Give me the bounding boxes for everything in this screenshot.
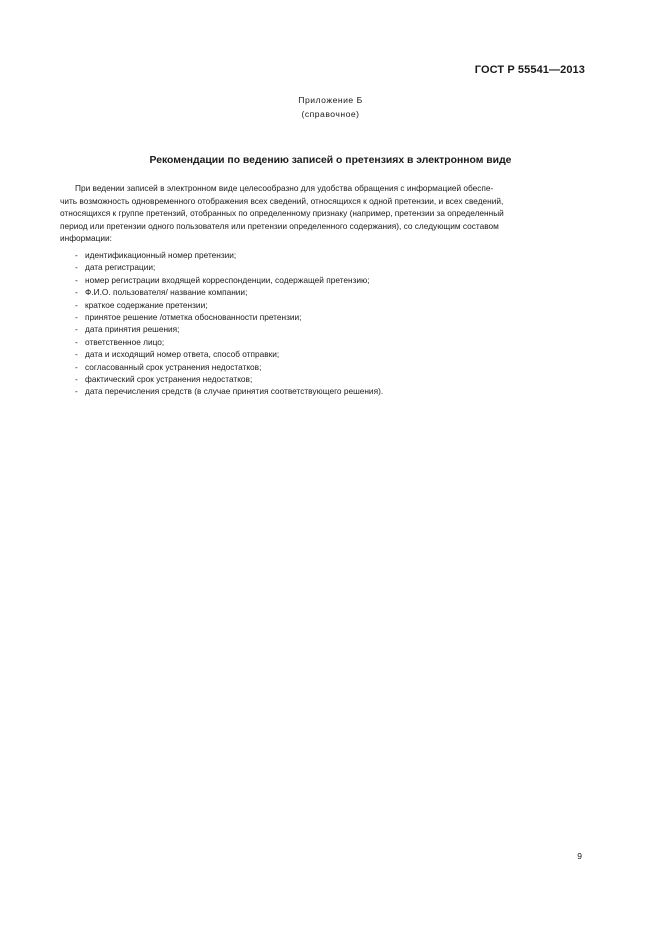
list-dash: -	[75, 349, 78, 360]
intro-line: период или претензии одного пользователя или претензии определенного содержания), со следующим составом	[60, 220, 499, 231]
list-item-text: краткое содержание претензии;	[85, 299, 208, 310]
list-item-text: номер регистрации входящей корреспонденции, содержащей претензию;	[85, 274, 370, 285]
list-item	[75, 249, 383, 261]
list-dash: -	[75, 287, 78, 298]
list-item	[75, 361, 383, 373]
information-list	[75, 249, 383, 398]
list-item	[75, 311, 383, 323]
list-item	[75, 299, 383, 311]
appendix-kind: (справочное)	[301, 109, 360, 119]
list-dash: -	[75, 386, 78, 397]
list-dash: -	[75, 262, 78, 273]
page-number: 9	[577, 851, 582, 861]
list-dash: -	[75, 299, 78, 310]
list-item-text: согласованный срок устранения недостатков;	[85, 361, 262, 372]
list-item	[75, 348, 383, 360]
list-item	[75, 373, 383, 385]
list-item-text: Ф.И.О. пользователя/ название компании;	[85, 287, 248, 298]
intro-line: относящихся к группе претензий, отобранных по определенному признаку (например, претензии за определенный	[60, 208, 504, 218]
list-item-text: дата и исходящий номер ответа, способ отправки;	[85, 349, 280, 360]
list-item	[75, 323, 383, 335]
list-dash: -	[75, 361, 78, 372]
list-item-text: ответственное лицо;	[85, 336, 165, 347]
document-code: ГОСТ Р 55541—2013	[474, 64, 585, 76]
list-dash: -	[75, 336, 78, 347]
list-item	[75, 385, 383, 397]
list-item	[75, 286, 383, 298]
list-item-text: идентификационный номер претензии;	[85, 250, 237, 260]
appendix-title: Приложение Б	[298, 95, 363, 105]
list-item-text: дата перечисления средств (в случае принятия соответствующего решения).	[85, 386, 384, 397]
list-dash: -	[75, 374, 78, 385]
list-item	[75, 261, 383, 273]
list-dash: -	[75, 324, 78, 335]
intro-line: При ведении записей в электронном виде целесообразно для удобства обращения с информацией обеспе-	[75, 183, 494, 193]
list-dash: -	[75, 274, 78, 285]
intro-line: информации:	[60, 233, 112, 243]
intro-line: чить возможность одновременного отображения всех сведений, относящихся к одной претензии, и всех сведений,	[60, 195, 504, 206]
section-title: Рекомендации по ведению записей о претензиях в электронном виде	[149, 155, 512, 166]
list-item-text: дата принятия решения;	[85, 324, 180, 335]
list-dash: -	[75, 250, 78, 260]
list-item-text: дата регистрации;	[85, 262, 156, 273]
intro-paragraph	[60, 182, 584, 245]
list-item	[75, 274, 383, 286]
list-item-text: фактический срок устранения недостатков;	[85, 374, 253, 385]
list-dash: -	[75, 312, 78, 323]
list-item-text: принятое решение /отметка обоснованности претензии;	[85, 312, 302, 323]
list-item	[75, 336, 383, 348]
